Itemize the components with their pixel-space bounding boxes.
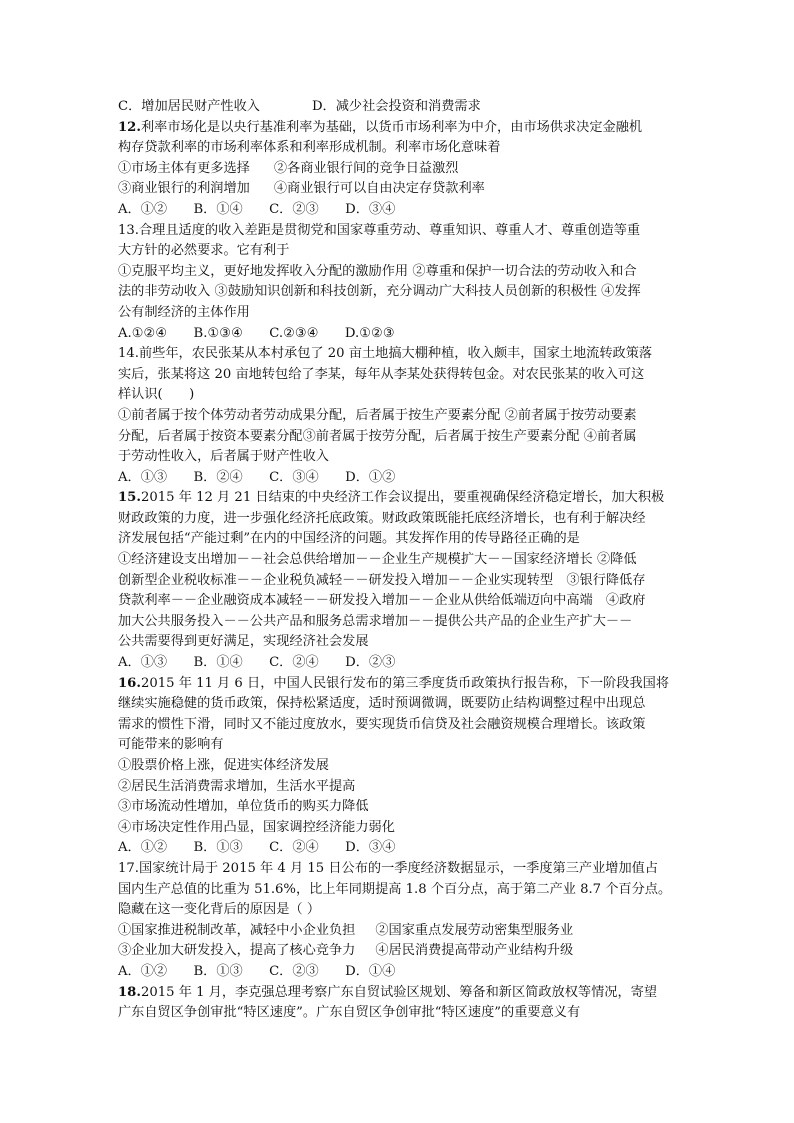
q14-body-line-1: ①前者属于按个体劳动者劳动成果分配，后者属于按生产要素分配 ②前者属于按劳动要素 [118,407,637,423]
q14-stem-line-3: 样认识( ) [118,387,195,403]
q13-stem-line-1: 13.合理且适度的收入差距是贯彻党和国家尊重劳动、尊重知识、尊重人才、尊重创造等重 [118,222,641,238]
q17-options: A．①② B．①③ C．②③ D．①④ [118,963,396,979]
q12-item-1: ①市场主体有更多选择 [118,160,250,176]
q17-stem-line-2: 国内生产总值的比重为 51.6%，比上年同期提高 1.8 个百分点，高于第二产业 8.7 个百分点。 [118,881,672,897]
q17-item-1: ①国家推进税制改革，减轻中小企业负担 [118,922,356,938]
q16-stem-line-3: 需求的惯性下滑，同时又不能过度放水，要实现货币信贷及社会融资规模合理增长。该政策 [118,716,646,732]
q17-items-row-1 [118,921,683,942]
q15-stem-line-2: 财政政策的力度，进一步强化经济托底政策。财政政策既能托底经济增长，也有利于解决经 [118,510,646,526]
exam-page [118,97,683,1024]
q15-stem-1: 2015 年 12 月 21 日结束的中央经济工作会议提出，要重视确保经济稳定增长，加大积极 [140,490,665,506]
q15-stem-line-3: 济发展包括“产能过剩”在内的中国经济的问题。其发挥作用的传导路径正确的是 [118,531,580,547]
q12-items-row-2 [118,179,683,200]
q15-stem-line-1 [118,488,683,509]
q15-body-line-3: 贷款利率－－企业融资成本减轻－－研发投入增加－－企业从供给低端迈向中高端 ④政府 [118,593,646,609]
q14-options: A．①③ B．②④ C．③④ D．①② [118,469,396,485]
q16-item-1: ①股票价格上涨，促进实体经济发展 [118,758,329,773]
q14-body-line-2: 分配，后者属于按资本要素分配③前者属于按劳分配，后者属于按生产要素分配 ④前者属 [118,428,637,444]
q17-item-4: ④居民消费提高带动产业结构升级 [375,943,574,959]
q16-stem-line-4: 可能带来的影响有 [118,737,224,753]
q17-stem-line-1: 17.国家统计局于 2015 年 4 月 15 日公布的一季度经济数据显示，一季度第三产业增加值占 [118,860,659,876]
q18-number: 18. [118,984,141,1000]
q11-options-line [118,97,683,118]
q13-body-line-1: ①克服平均主义，更好地发挥收入分配的激励作用 ②尊重和保护一切合法的劳动收入和合 [118,263,637,279]
q12-items-row-1 [118,159,683,180]
q12-item-3: ③商业银行的利润增加 [118,181,250,197]
q14-body-line-3: 于劳动性收入，后者属于财产性收入 [118,449,329,465]
q18-stem-line-1 [118,983,683,1004]
q12-number: 12. [118,119,141,135]
q13-stem-line-2: 大方针的必然要求。它有利于 [118,243,290,259]
q17-item-2: ②国家重点发展劳动密集型服务业 [375,922,574,938]
q15-options: A．①③ B．①④ C．②④ D．②③ [118,655,396,671]
q16-item-3: ③市场流动性增加，单位货币的购买力降低 [118,799,369,815]
q11-option-d: D．减少社会投资和消费需求 [311,99,481,114]
q12-stem-1: 利率市场化是以央行基准利率为基础，以货币市场利率为中介，由市场供求决定金融机 [140,119,643,135]
q15-body-line-2: 创新型企业税收标准－－企业税负减轻－－研发投入增加－－企业实现转型 ③银行降低存 [118,572,646,588]
q16-item-2: ②居民生活消费需求增加，生活水平提高 [118,778,356,794]
q17-items-row-2 [118,941,683,962]
q13-body-line-3: 公有制经济的主体作用 [118,304,250,320]
q12-stem-line-1 [118,118,683,139]
q14-stem-line-1: 14.前些年，农民张某从本村承包了 20 亩土地搞大棚种植，收入颇丰，国家土地流转政策落 [118,346,653,362]
q12-item-4: ④商业银行可以自由决定存贷款利率 [273,181,485,197]
q16-item-4: ④市场决定性作用凸显，国家调控经济能力弱化 [118,819,395,835]
q15-body-line-4: 加大公共服务投入－－公共产品和服务总需求增加－－提供公共产品的企业生产扩大－－ [118,613,633,629]
q13-body-line-2: 法的非劳动收入 ③鼓励知识创新和科技创新，充分调动广大科技人员创新的积极性 ④发挥 [118,284,641,300]
q18-stem-1: 2015 年 1 月，李克强总理考察广东自贸试验区规划、筹备和新区简政放权等情况，寄望 [140,984,658,1000]
q17-stem-line-3: 隐藏在这一变化背后的原因是（ ） [118,902,321,918]
q16-number: 16. [118,675,141,691]
q14-stem-line-2: 实后，张某将这 20 亩地转包给了李某，每年从李某处获得转包金。对农民张某的收入可这 [118,366,645,382]
q15-body-line-1: ①经济建设支出增加－－社会总供给增加－－企业生产规模扩大－－国家经济增长 ②降低 [118,552,637,568]
q16-stem-line-1 [118,674,683,695]
q15-body-line-5: 公共需要得到更好满足，实现经济社会发展 [118,634,369,650]
q17-item-3: ③企业加大研发投入，提高了核心竞争力 [118,943,356,959]
q12-options: A．①② B．①④ C．②③ D．③④ [118,201,396,217]
q16-options: A．①② B．①③ C．②④ D．③④ [118,840,396,856]
q12-item-2: ②各商业银行间的竞争日益激烈 [273,160,459,176]
q16-stem-line-2: 继续实施稳健的货币政策，保持松紧适度，适时预调微调，既要防止结构调整过程中出现总 [118,696,646,712]
q13-options: A.①②④ B.①③④ C.②③④ D.①②③ [118,325,395,341]
q18-stem-line-2: 广东自贸区争创审批“特区速度”。广东自贸区争创审批“特区速度”的重要意义有 [118,1005,581,1021]
q16-stem-1: 2015 年 11 月 6 日，中国人民银行发布的第三季度货币政策执行报告称，下一阶段我国将 [140,675,670,691]
q12-stem-line-2: 构存贷款利率的市场利率体系和利率形成机制。利率市场化意味着 [118,140,501,156]
q11-option-c: C．增加居民财产性收入 [118,99,260,114]
q15-number: 15. [118,490,141,506]
